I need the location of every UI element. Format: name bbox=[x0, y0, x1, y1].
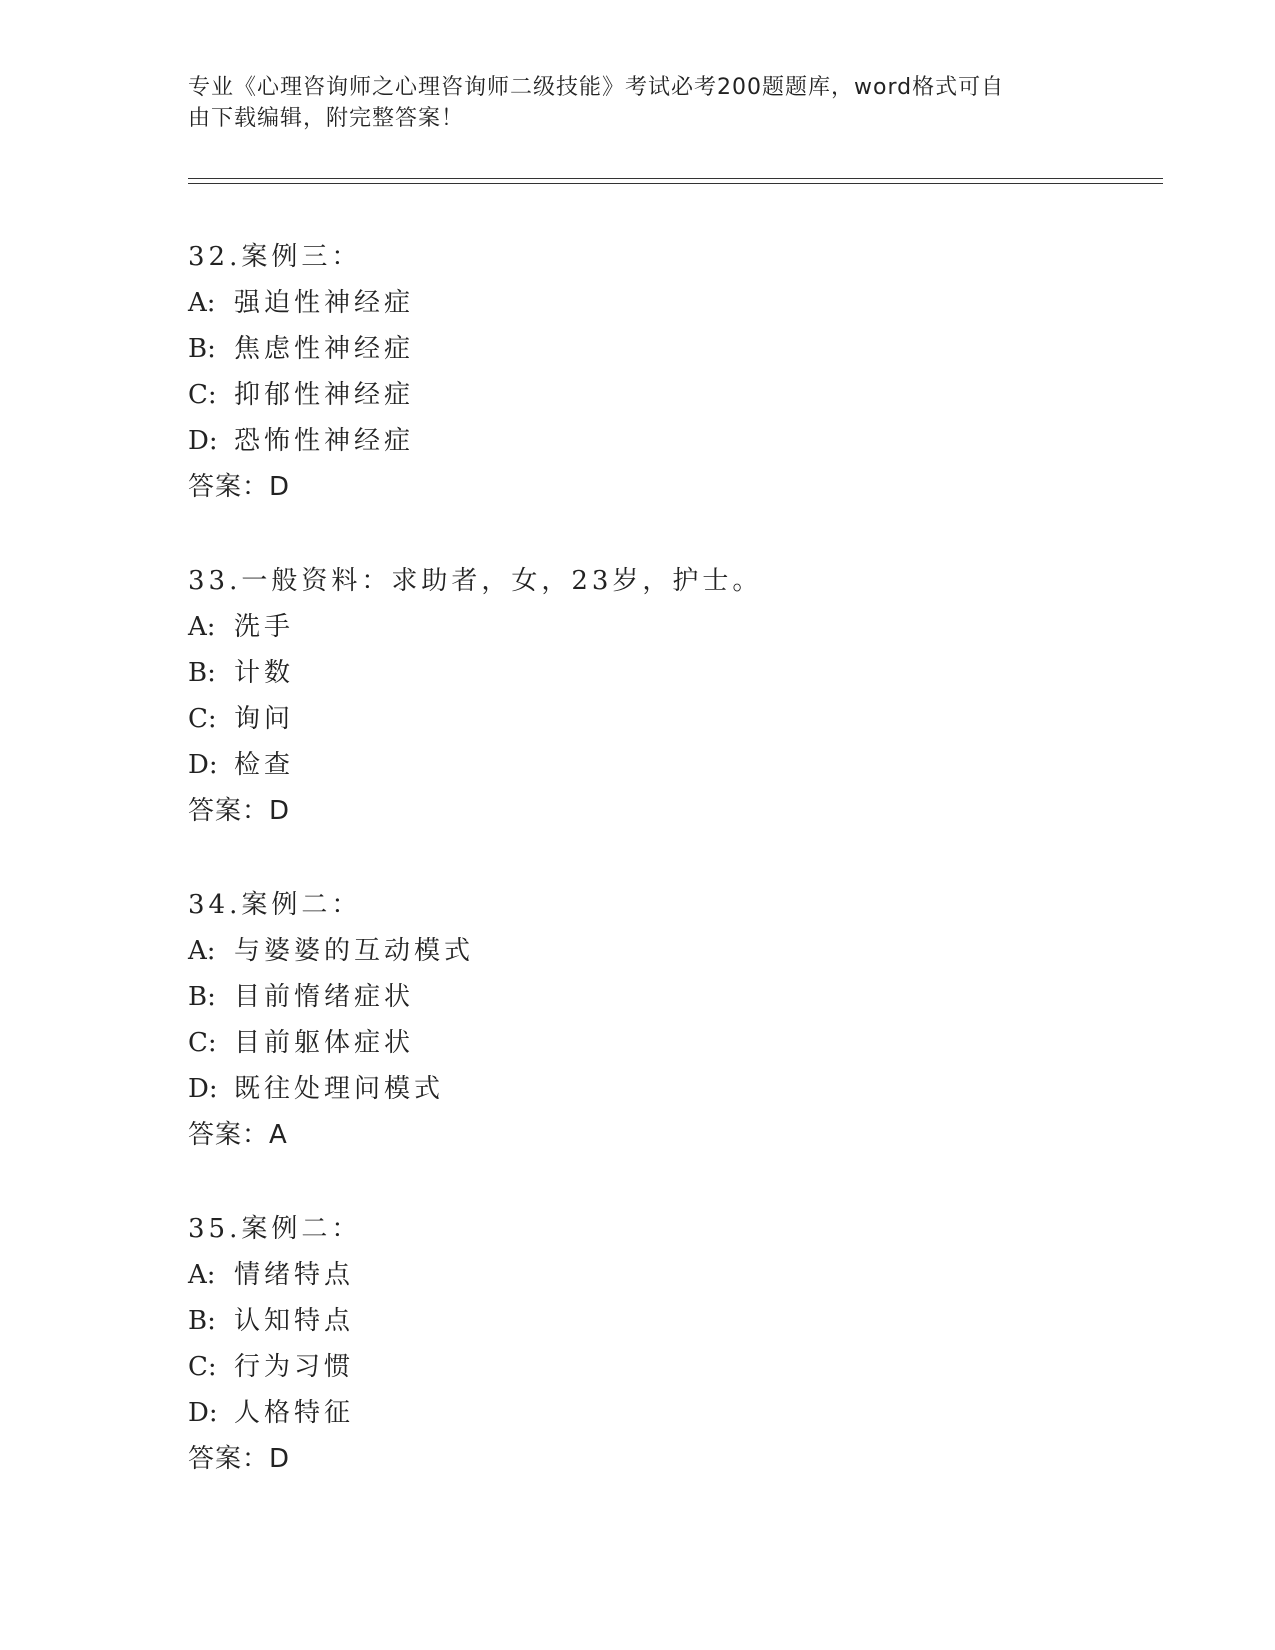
option-key: D: bbox=[188, 750, 218, 780]
option-key: A: bbox=[188, 612, 216, 642]
option-text: 目前惰绪症状 bbox=[234, 982, 415, 1012]
option-key: C: bbox=[188, 380, 217, 410]
header-divider-bottom bbox=[188, 183, 1163, 184]
option-key: B: bbox=[188, 658, 216, 688]
option-b bbox=[188, 326, 1148, 372]
option-a bbox=[188, 1252, 1148, 1298]
option-b bbox=[188, 974, 1148, 1020]
option-key: B: bbox=[188, 982, 216, 1012]
option-key: C: bbox=[188, 1352, 217, 1382]
option-b bbox=[188, 1298, 1148, 1344]
option-d bbox=[188, 418, 1148, 464]
option-a bbox=[188, 928, 1148, 974]
option-c bbox=[188, 696, 1148, 742]
option-key: A: bbox=[188, 1260, 216, 1290]
answer: 答案：D bbox=[188, 472, 291, 502]
question-35 bbox=[188, 1206, 1148, 1482]
option-key: B: bbox=[188, 1306, 216, 1336]
option-key: B: bbox=[188, 334, 216, 364]
header-line-2: 由下载编辑，附完整答案！ bbox=[188, 106, 465, 131]
option-text: 既往处理问模式 bbox=[234, 1074, 445, 1104]
question-stem: 32.案例三： bbox=[188, 242, 362, 272]
option-a bbox=[188, 280, 1148, 326]
option-d bbox=[188, 1390, 1148, 1436]
question-stem: 33.一般资料：求助者，女，23岁，护士。 bbox=[188, 566, 763, 596]
option-d bbox=[188, 742, 1148, 788]
option-key: D: bbox=[188, 1074, 218, 1104]
option-key: A: bbox=[188, 936, 216, 966]
option-text: 恐怖性神经症 bbox=[234, 426, 415, 456]
option-key: C: bbox=[188, 1028, 217, 1058]
option-text: 抑郁性神经症 bbox=[234, 380, 415, 410]
option-text: 情绪特点 bbox=[234, 1260, 355, 1290]
option-text: 计数 bbox=[234, 658, 295, 688]
header-line-1: 专业《心理咨询师之心理咨询师二级技能》考试必考200题题库，word格式可自 bbox=[188, 75, 1005, 100]
option-b bbox=[188, 650, 1148, 696]
option-text: 焦虑性神经症 bbox=[234, 334, 415, 364]
question-34 bbox=[188, 882, 1148, 1158]
option-text: 洗手 bbox=[234, 612, 295, 642]
option-key: D: bbox=[188, 1398, 218, 1428]
question-stem: 34.案例二： bbox=[188, 890, 362, 920]
header-divider-top bbox=[188, 178, 1163, 179]
option-d bbox=[188, 1066, 1148, 1112]
document-header bbox=[188, 72, 1068, 134]
question-list bbox=[188, 234, 1148, 1530]
option-c bbox=[188, 372, 1148, 418]
option-text: 行为习惯 bbox=[234, 1352, 355, 1382]
question-33 bbox=[188, 558, 1148, 834]
option-text: 检查 bbox=[234, 750, 295, 780]
option-text: 人格特征 bbox=[234, 1398, 355, 1428]
question-stem: 35.案例二： bbox=[188, 1214, 362, 1244]
option-key: D: bbox=[188, 426, 218, 456]
option-text: 目前躯体症状 bbox=[234, 1028, 415, 1058]
question-32 bbox=[188, 234, 1148, 510]
answer: 答案：D bbox=[188, 796, 291, 826]
option-key: C: bbox=[188, 704, 217, 734]
option-c bbox=[188, 1020, 1148, 1066]
option-text: 询问 bbox=[234, 704, 295, 734]
option-c bbox=[188, 1344, 1148, 1390]
option-a bbox=[188, 604, 1148, 650]
option-text: 强迫性神经症 bbox=[234, 288, 415, 318]
answer: 答案：D bbox=[188, 1444, 291, 1474]
option-text: 认知特点 bbox=[234, 1306, 355, 1336]
answer: 答案：A bbox=[188, 1120, 288, 1150]
option-text: 与婆婆的互动模式 bbox=[234, 936, 475, 966]
option-key: A: bbox=[188, 288, 216, 318]
